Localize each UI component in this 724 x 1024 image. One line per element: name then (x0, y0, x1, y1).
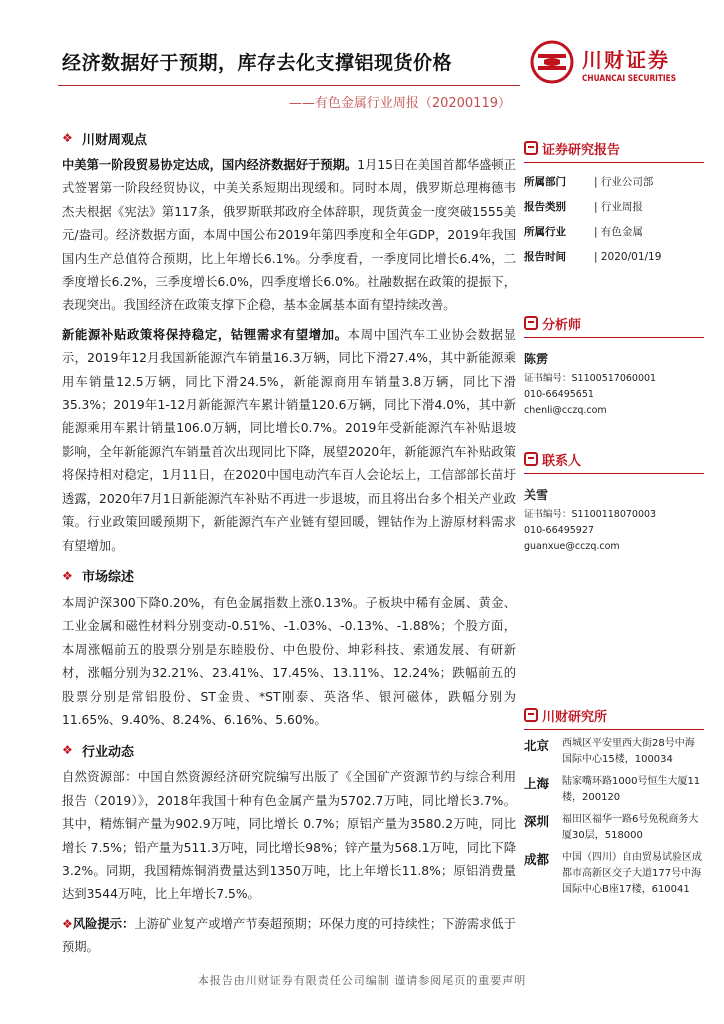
office-addr: 福田区福华一路6号免税商务大厦30层，518000 (562, 814, 699, 841)
contact-phone: 010-66495927 (524, 525, 594, 536)
info-key: 所属部门 (524, 176, 566, 188)
sidebar-title: 分析师 (542, 317, 582, 333)
sidebar-header-analyst (524, 313, 704, 333)
sidebar-title: 证券研究报告 (542, 142, 621, 158)
section-header-view (62, 126, 516, 150)
sidebar-header-report (524, 138, 704, 158)
paragraph-risk (62, 913, 516, 960)
office-address (524, 850, 704, 898)
sidebar-divider (524, 729, 704, 730)
risk-label: 风险提示： (72, 916, 135, 931)
report-subtitle: ——有色金属行业周报（20200119） (288, 96, 511, 111)
header-divider (58, 85, 520, 86)
main-content (62, 126, 516, 966)
contact-icon (524, 452, 538, 466)
office-city: 深圳 (524, 814, 550, 829)
section-title: 川财周观点 (82, 132, 148, 148)
sidebar (524, 138, 704, 904)
diamond-bullet-icon: ❖ (62, 568, 73, 583)
office-address (524, 774, 704, 806)
sidebar-divider (524, 162, 704, 163)
page-footer: 本报告由川财证券有限责任公司编制 谨请参阅尾页的重要声明 (197, 974, 527, 987)
sidebar-divider (524, 337, 704, 338)
info-row (524, 219, 704, 244)
info-row (524, 169, 704, 194)
contact-name: 关雪 (524, 488, 549, 502)
analyst-email[interactable]: chenli@cczq.com (524, 405, 607, 416)
paragraph-lead: 中美第一阶段贸易协定达成，国内经济数据好于预期。 (62, 158, 358, 172)
info-row (524, 244, 704, 269)
paragraph-body: 1月15日在美国首都华盛顿正式签署第一阶段经贸协议，中美关系短期出现缓和。同时本周，俄罗斯总理梅德韦杰夫根据《宪法》第117条，俄罗斯联邦政府全体辞职，现货黄金一度突破1555美元/盎司。经济数据方面，本周中国公布2019年第四季度和全年GDP，2019年我国国内生产总值符合预期，比上年增长6.1%。分季度看，一季度同比增长6.4%，二季度增长6.2%，三季度增长6.0%，四季度增长6.0%。社融数据在政策的提振下，表现突出。我国经济在政策支撑下企稳，基本金属基本面有望持续改善。 (62, 158, 516, 313)
office-addr: 中国（四川）自由贸易试验区成都市高新区交子大道177号中海国际中心B座17楼，610041 (562, 852, 702, 895)
info-key: 所属行业 (524, 226, 566, 238)
logo-chinese-name: 川财证券 (582, 48, 670, 72)
sidebar-header-institute (524, 705, 704, 725)
info-row (524, 194, 704, 219)
info-value: | 2020/01/19 (594, 250, 662, 263)
office-city: 上海 (524, 776, 550, 791)
sidebar-divider (524, 473, 704, 474)
office-addr: 陆家嘴环路1000号恒生大厦11楼，200120 (562, 776, 701, 803)
office-addr: 西城区平安里西大街28号中海国际中心15楼，100034 (562, 738, 695, 765)
company-logo (530, 40, 700, 92)
company-logo-icon (530, 40, 574, 84)
analyst-cert: 证书编号：S1100517060001 (524, 373, 657, 384)
info-value: | 有色金属 (594, 226, 643, 238)
paragraph-lead: 新能源补贴政策将保持稳定，钴锂需求有望增加。 (62, 327, 348, 342)
info-value: | 行业公司部 (594, 176, 654, 188)
section-header-market (62, 564, 516, 588)
sidebar-title: 联系人 (542, 453, 582, 469)
paragraph-body: 本周中国汽车工业协会数据显示，2019年12月我国新能源汽车销量16.3万辆，同比下滑27.4%，其中新能源乘用车销量12.5万辆，同比下滑24.5%，新能源商用车销量3.8万辆，同比下滑35.3%；2019年1-12月新能源汽车累计销量120.6万辆，同比下滑4.0%，其中新能源乘用车累计销量106.0万辆，同比增长0.7%。2019年受新能源汽车补贴退坡影响，全年新能源汽车销量首次出现同比下降，展望2020年，新能源汽车补贴政策将保持相对稳定，1月11日，在2020中国电动汽车百人会论坛上，工信部部长苗圩透露，2020年7月1日新能源汽车补贴不再进一步退坡，而且将出台多个相关产业政策。行业政策回暖预期下，新能源汽车产业链有望回暖，锂钴作为上游原材料需求有望增加。 (62, 327, 516, 553)
report-icon (524, 141, 538, 155)
report-title: 经济数据好于预期，库存去化支撑铝现货价格 (62, 52, 453, 74)
office-city: 成都 (524, 852, 550, 867)
risk-text: 上游矿业复产或增产节奏超预期；环保力度的可持续性；下游需求低于预期。 (62, 916, 516, 955)
logo-english-name: CHUANCAI SECURITIES (582, 74, 677, 84)
office-city: 北京 (524, 738, 550, 753)
analyst-icon (524, 316, 538, 330)
info-key: 报告时间 (524, 251, 566, 263)
analyst-phone: 010-66495651 (524, 389, 594, 400)
institute-icon (524, 708, 538, 722)
paragraph-new-energy (62, 324, 516, 558)
sidebar-title: 川财研究所 (542, 709, 608, 725)
section-header-industry (62, 738, 516, 762)
analyst-name: 陈雳 (524, 352, 549, 366)
section-title: 市场综述 (82, 570, 135, 586)
paragraph-trade (62, 154, 516, 318)
section-title: 行业动态 (82, 744, 135, 760)
office-address (524, 812, 704, 844)
diamond-bullet-icon: ❖ (62, 131, 73, 145)
contact-email[interactable]: guanxue@cczq.com (524, 541, 620, 552)
paragraph-market: 本周沪深300下降0.20%，有色金属指数上涨0.13%。子板块中稀有金属、黄金、工业金属和磁性材料分别变动-0.51%、-1.03%、-0.13%、-1.88%；个股方面，本周涨幅前五的股票分别是东睦股份、中色股份、坤彩科技、索通发展、有研新材，涨幅分别为32.21%、23.41%、17.45%、13.11%、12.24%；跌幅前五的股票分别是常铝股份、ST金贵、*ST刚泰、英洛华、银河磁体，跌幅分别为11.65%、9.40%、8.24%、6.16%、5.60%。 (62, 595, 516, 727)
diamond-bullet-icon: ❖ (62, 916, 73, 931)
diamond-bullet-icon: ❖ (62, 743, 73, 758)
office-address (524, 736, 704, 768)
paragraph-industry: 自然资源部：中国自然资源经济研究院编写出版了《全国矿产资源节约与综合利用报告（2019）》，2018年我国十种有色金属产量为5702.7万吨，同比增长3.7%。其中，精炼铜产量为902.9万吨，同比增长 0.7%；原铝产量为3580.2万吨，同比增长 7.5%；铅产量为511.3万吨，同比增长98%；锌产量为568.1万吨，同比下降3.2%。同期，我国精炼铜消费量达到1350万吨，比上年增长11.8%；原铝消费量达到3544万吨，比上年增长7.5%。 (62, 770, 516, 902)
sidebar-header-contact (524, 449, 704, 469)
info-value: | 行业周报 (594, 201, 643, 213)
info-key: 报告类别 (524, 201, 566, 213)
contact-cert: 证书编号：S1100118070003 (524, 509, 657, 520)
